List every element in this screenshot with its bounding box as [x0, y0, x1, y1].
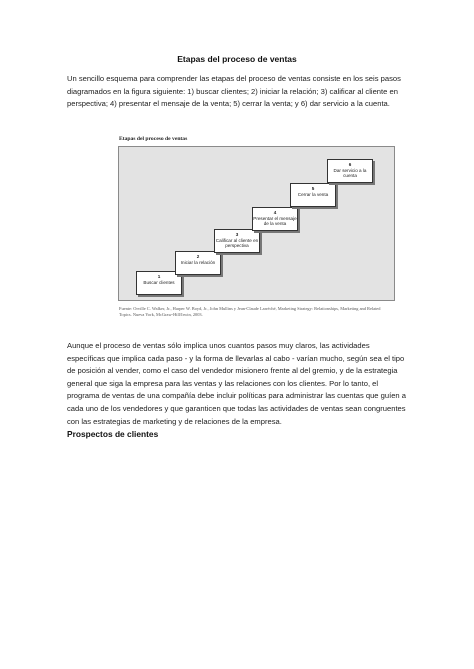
step-label: Calificar al cliente en perspectiva [215, 237, 259, 248]
step-5-box [290, 183, 336, 207]
step-label: Dar servicio a la cuenta [333, 167, 367, 178]
sales-process-figure [116, 136, 395, 332]
step-number: 2 [196, 254, 200, 259]
step-3-box [214, 229, 260, 253]
step-4-box [252, 207, 298, 231]
step-number: 1 [157, 274, 161, 279]
document-title: Etapas del proceso de ventas [177, 54, 297, 64]
figure-frame [118, 146, 395, 301]
step-label: Presentar el mensaje de la venta [253, 215, 297, 226]
step-number: 5 [311, 186, 315, 191]
step-label: Cerrar la venta [297, 191, 329, 197]
figure-source: Fuente: Orville C. Walker, Jr., Harper W. Boyd, Jr., John Mullins y Jean-Claude Larréché, Marketing Strategy: Relationships, Marketing and Related Topics. Nueva York, McGraw-Hill/Irwin, 2003. [119, 306, 381, 317]
step-6-box [327, 159, 373, 183]
figure-title: Etapas del proceso de ventas [119, 136, 188, 142]
intro-paragraph: Un sencillo esquema para comprender las etapas del proceso de ventas consiste en los seis pasos diagramados en la figura siguiente: 1) buscar clientes; 2) iniciar la relación; 3) calificar al cliente en perspectiva; 4) presentar el mensaje de la venta; 5) cerrar la venta; y 6) dar servicio a la cuenta. [67, 74, 401, 109]
body-paragraph: Aunque el proceso de ventas sólo implica unos cuantos pasos muy claros, las actividades específicas que implica cada paso - y la forma de llevarlas al cabo - varían mucho, según sea el tipo de posición al vender, como el caso del vendedor misionero frente al del gremio, y de la estrategia general que siga la empresa para las ventas y las relaciones con los clientes. Por lo tanto, el programa de ventas de una compañía debe incluir políticas para administrar las cuentas que guíen a cada uno de los vendedores y que garanticen que todas las actividades de ventas sean congruentes con las estrategias de marketing y de relaciones de la empresa. [67, 341, 406, 426]
step-number: 4 [273, 210, 277, 215]
section-heading: Prospectos de clientes [67, 429, 159, 439]
step-number: 6 [348, 162, 352, 167]
step-label: Buscar clientes [143, 279, 175, 285]
step-2-box [175, 251, 221, 275]
step-number: 3 [235, 232, 239, 237]
step-label: Iniciar la relación [180, 259, 216, 265]
